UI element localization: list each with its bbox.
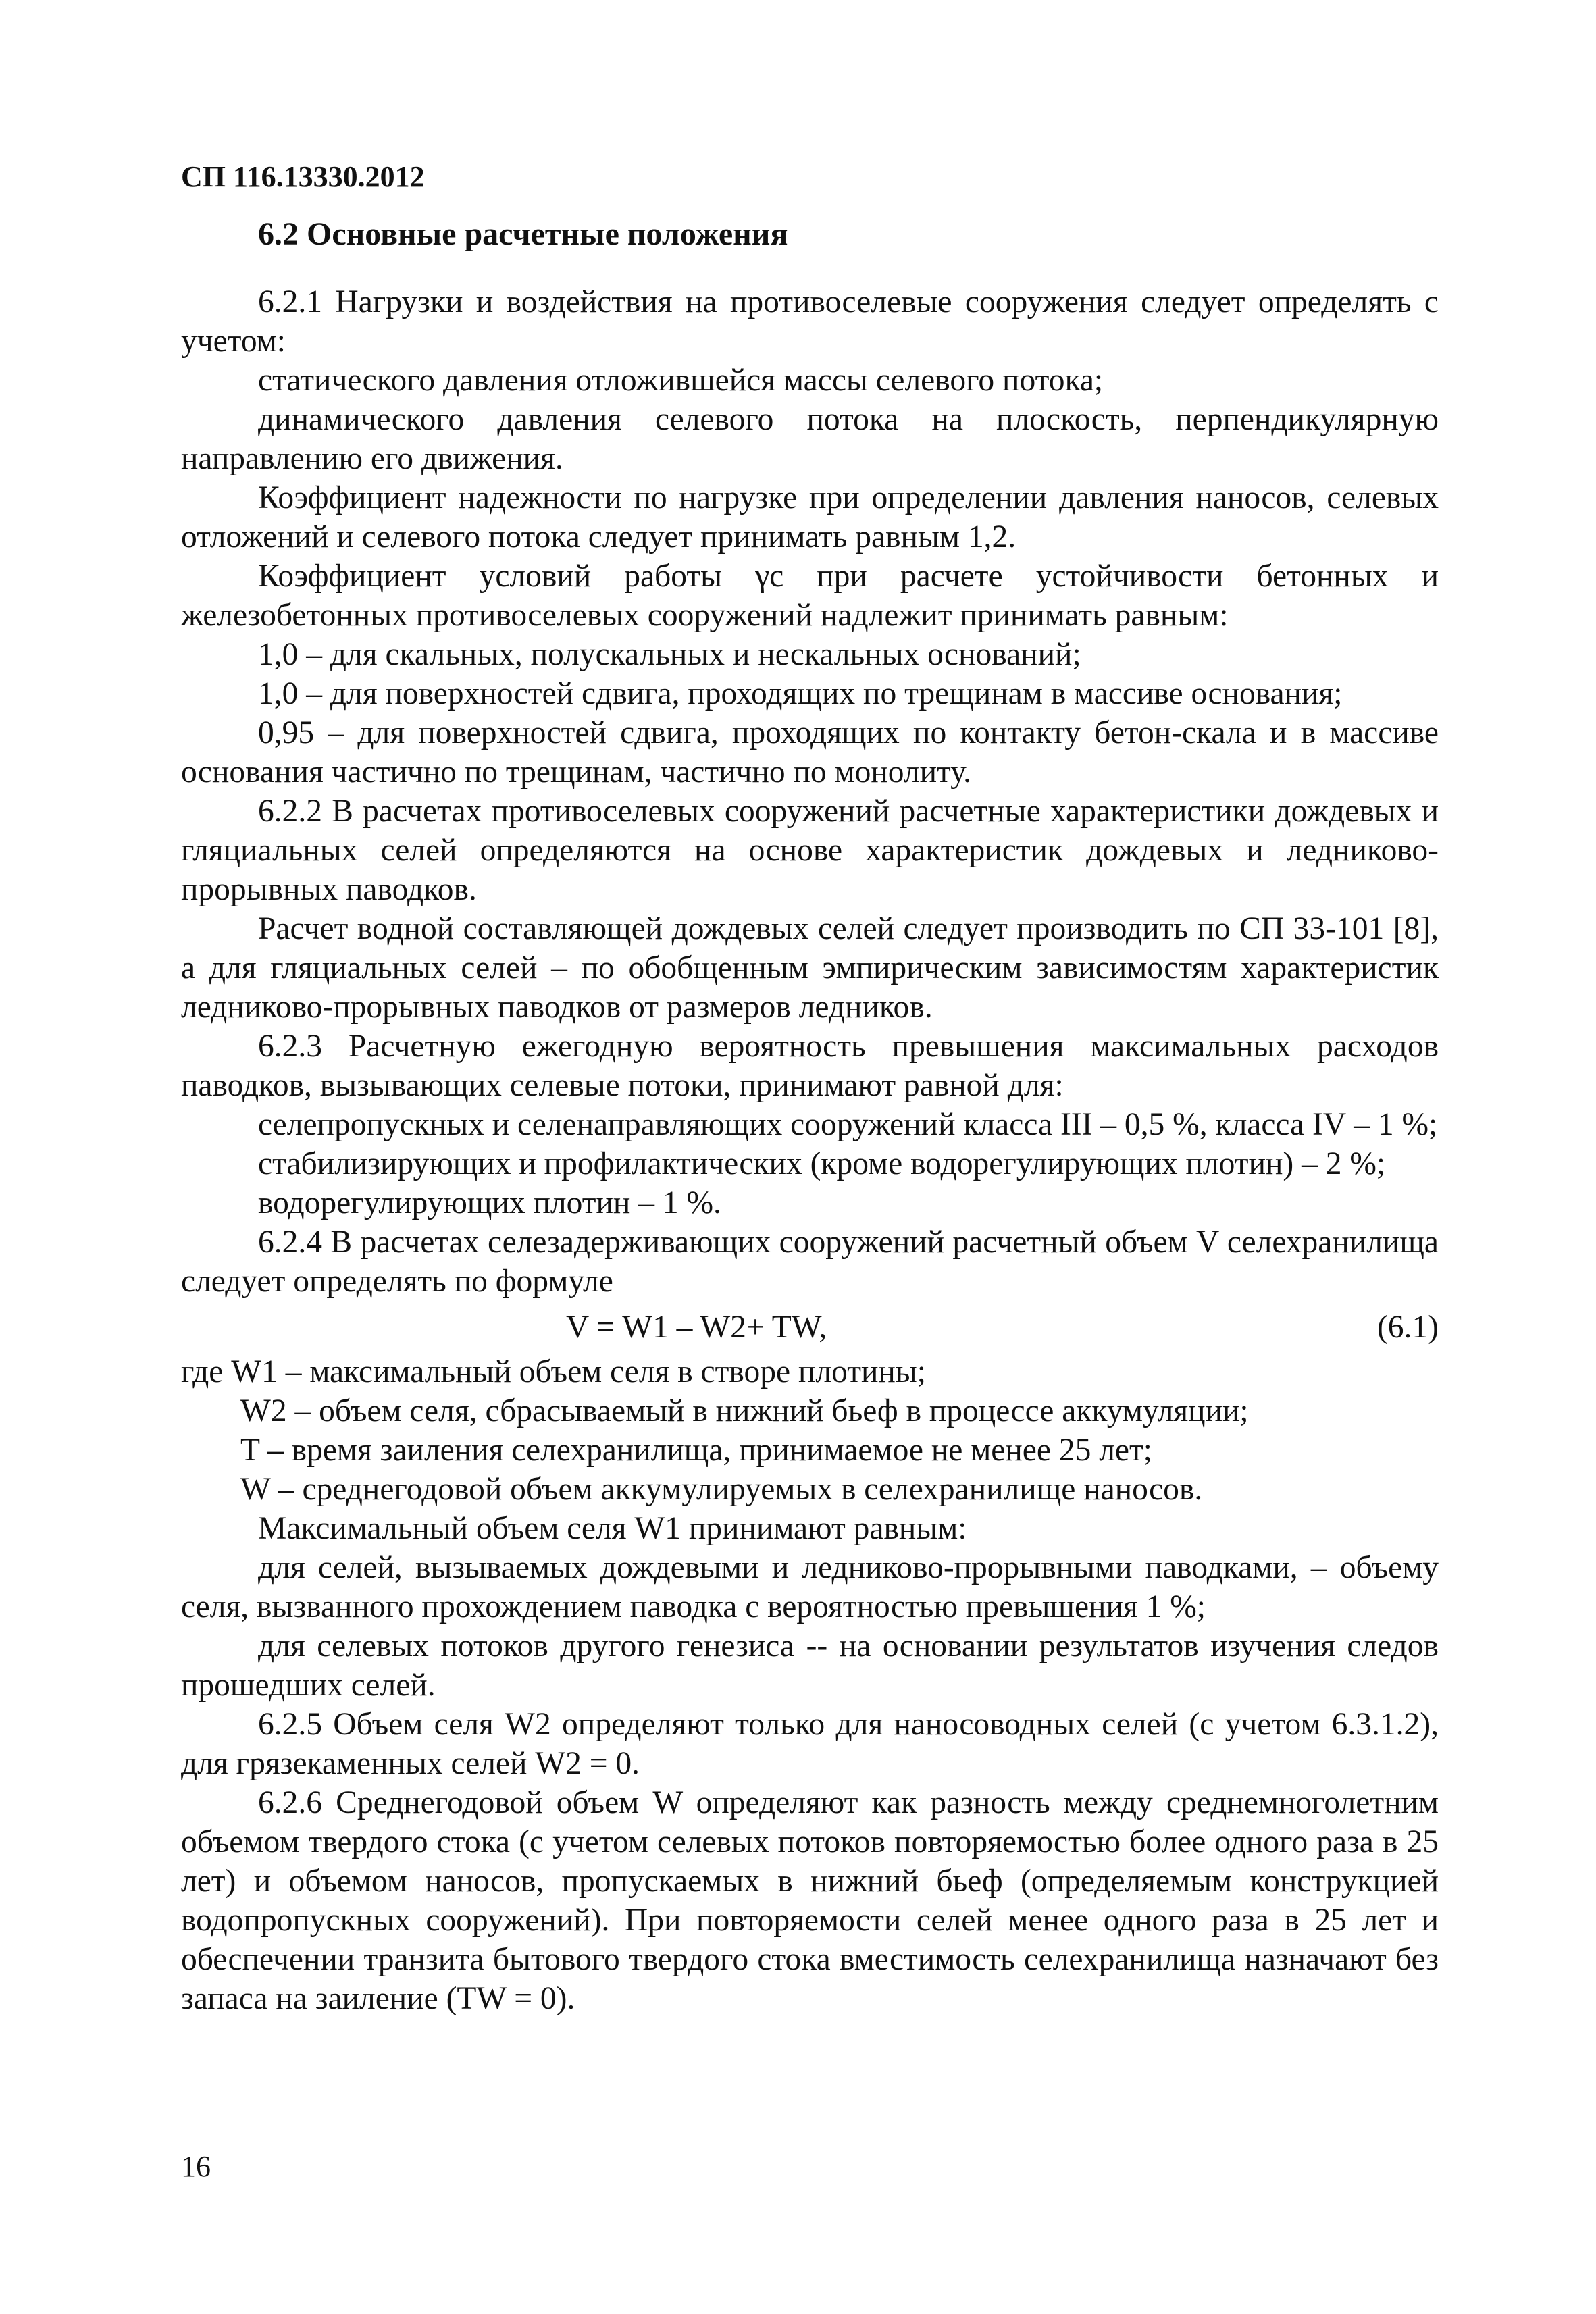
document-code: СП 116.13330.2012 [181, 160, 425, 193]
page-number: 16 [181, 2150, 211, 2183]
paragraph: 0,95 – для поверхностей сдвига, проходящих по контакту бетон-скала и в массиве основания частично по трещинам, частично по монолиту. [181, 715, 1439, 790]
paragraph: водорегулирующих плотин – 1 %. [258, 1185, 721, 1220]
formula-legend-line: где W1 – максимальный объем селя в створе плотины; [181, 1354, 926, 1389]
paragraph: 6.2.5 Объем селя W2 определяют только для наносоводных селей (с учетом 6.3.1.2), для грязекаменных селей W2 = 0. [181, 1707, 1439, 1781]
formula-legend-line: T – время заиления селехранилища, принимаемое не менее 25 лет; [240, 1433, 1152, 1468]
paragraph: 6.2.2 В расчетах противоселевых сооружений расчетные характеристики дождевых и гляциальных селей определяются на основе характеристик дождевых и ледниково-прорывных паводков. [181, 794, 1439, 907]
paragraph: 6.2.1 Нагрузки и воздействия на противоселевые сооружения следует определять с учетом: [181, 284, 1439, 359]
paragraph: селепропускных и селенаправляющих сооружений класса III – 0,5 %, класса IV – 1 %; [258, 1107, 1438, 1142]
paragraph: Расчет водной составляющей дождевых селей следует производить по СП 33-101 [8], а для гляциальных селей – по обобщенным эмпирическим зависимостям характеристик ледниково-прорывных паводков от размеров ледников. [181, 911, 1439, 1025]
paragraph: Коэффициент надежности по нагрузке при определении давления наносов, селевых отложений и селевого потока следует принимать равным 1,2. [181, 480, 1439, 555]
paragraph: для селевых потоков другого генезиса -- на основании результатов изучения следов прошедших селей. [181, 1628, 1439, 1703]
formula-expression: V = W1 – W2+ TW, [566, 1310, 827, 1345]
paragraph: статического давления отложившейся массы селевого потока; [258, 363, 1104, 398]
paragraph: Коэффициент условий работы γc при расчете устойчивости бетонных и железобетонных противоселевых сооружений надлежит принимать равным: [181, 559, 1439, 633]
paragraph: 6.2.3 Расчетную ежегодную вероятность превышения максимальных расходов паводков, вызывающих селевые потоки, принимают равной для: [181, 1029, 1439, 1103]
paragraph: 6.2.6 Среднегодовой объем W определяют как разность между среднемноголетним объемом твердого стока (с учетом селевых потоков повторяемостью более одного раза в 25 лет) и объемом наносов, пропускаемых в нижний бьеф (определяемым конструкцией водопропускных сооружений). При повторяемости селей менее одного раза в 25 лет и обеспечении транзита бытового твердого стока вместимость селехранилища назначают без запаса на заиление (TW = 0). [181, 1785, 1439, 2016]
paragraph: для селей, вызываемых дождевыми и ледниково-прорывными паводками, – объему селя, вызванного прохождением паводка с вероятностью превышения 1 %; [181, 1550, 1439, 1624]
section-title: 6.2 Основные расчетные положения [258, 216, 788, 252]
paragraph: Максимальный объем селя W1 принимают равным: [258, 1511, 967, 1546]
paragraph: стабилизирующих и профилактических (кроме водорегулирующих плотин) – 2 %; [258, 1146, 1386, 1181]
formula-legend-line: W – среднегодовой объем аккумулируемых в селехранилище наносов. [240, 1472, 1203, 1507]
formula-block [181, 1305, 1439, 1349]
paragraph: 1,0 – для поверхностей сдвига, проходящих по трещинам в массиве основания; [258, 676, 1343, 711]
paragraph: динамического давления селевого потока на плоскость, перпендикулярную направлению его движения. [181, 402, 1439, 476]
page-content [181, 215, 1439, 2018]
paragraph: 1,0 – для скальных, полускальных и нескальных оснований; [258, 637, 1081, 672]
formula-number: (6.1) [1376, 1310, 1439, 1345]
formula-legend-line: W2 – объем селя, сбрасываемый в нижний бьеф в процессе аккумуляции; [240, 1393, 1249, 1429]
paragraph: 6.2.4 В расчетах селезадерживающих сооружений расчетный объем V селехранилища следует определять по формуле [181, 1225, 1439, 1299]
